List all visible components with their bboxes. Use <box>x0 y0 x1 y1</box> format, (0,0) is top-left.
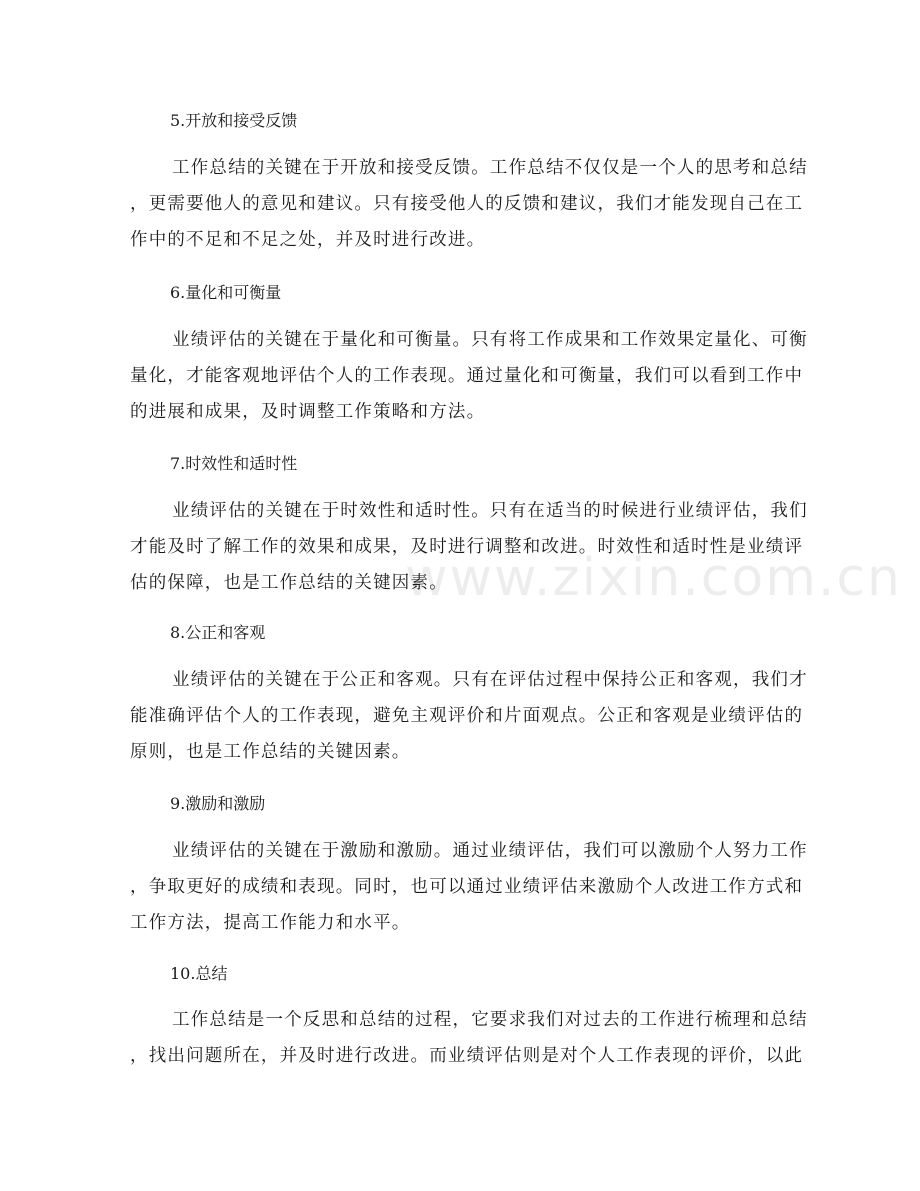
section-paragraph <box>130 322 808 430</box>
paragraph-line: 才能及时了解工作的效果和成果，及时进行调整和改进。时效性和适时性是业绩评 <box>130 537 804 557</box>
section-heading: 6.量化和可衡量 <box>170 283 282 302</box>
paragraph-line: 业绩评估的关键在于时效性和适时性。只有在适当的时候进行业绩评估，我们 <box>172 501 808 521</box>
section-heading: 10.总结 <box>170 964 228 983</box>
paragraph-line: 工作总结的关键在于开放和接受反馈。工作总结不仅仅是一个人的思考和总结 <box>172 158 808 178</box>
paragraph-line: 量化，才能客观地评估个人的工作表现。通过量化和可衡量，我们可以看到工作中 <box>130 366 804 386</box>
section-paragraph <box>130 493 808 601</box>
section-heading: 5.开放和接受反馈 <box>170 111 298 130</box>
paragraph-line: 业绩评估的关键在于公正和客观。只有在评估过程中保持公正和客观，我们才 <box>172 670 808 690</box>
paragraph-line: 能准确评估个人的工作表现，避免主观评价和片面观点。公正和客观是业绩评估的 <box>130 706 804 726</box>
paragraph-line: 业绩评估的关键在于量化和可衡量。只有将工作成果和工作效果定量化、可衡 <box>172 330 808 350</box>
paragraph-line: 业绩评估的关键在于激励和激励。通过业绩评估，我们可以激励个人努力工作 <box>172 841 808 861</box>
section-heading: 7.时效性和适时性 <box>170 454 298 473</box>
paragraph-line: 估的保障，也是工作总结的关键因素。 <box>130 573 448 593</box>
paragraph-line: ，找出问题所在，并及时进行改进。而业绩评估则是对个人工作表现的评价，以此 <box>130 1046 804 1066</box>
section-heading: 8.公正和客观 <box>170 623 266 642</box>
section-paragraph <box>130 662 808 770</box>
watermark: www.zixin.com.cn <box>405 548 902 608</box>
section-paragraph <box>130 833 808 941</box>
section-paragraph <box>130 150 808 258</box>
paragraph-line: 工作总结是一个反思和总结的过程，它要求我们对过去的工作进行梳理和总结 <box>172 1010 808 1030</box>
section-paragraph <box>130 1002 808 1074</box>
paragraph-line: ，争取更好的成绩和表现。同时，也可以通过业绩评估来激励个人改进工作方式和 <box>130 877 804 897</box>
paragraph-line: 原则，也是工作总结的关键因素。 <box>130 742 411 762</box>
paragraph-line: 作中的不足和不足之处，并及时进行改进。 <box>130 230 486 250</box>
section-heading: 9.激励和激励 <box>170 794 266 813</box>
paragraph-line: ，更需要他人的意见和建议。只有接受他人的反馈和建议，我们才能发现自己在工 <box>130 194 804 214</box>
paragraph-line: 的进展和成果，及时调整工作策略和方法。 <box>130 402 486 422</box>
paragraph-line: 工作方法，提高工作能力和水平。 <box>130 913 411 933</box>
